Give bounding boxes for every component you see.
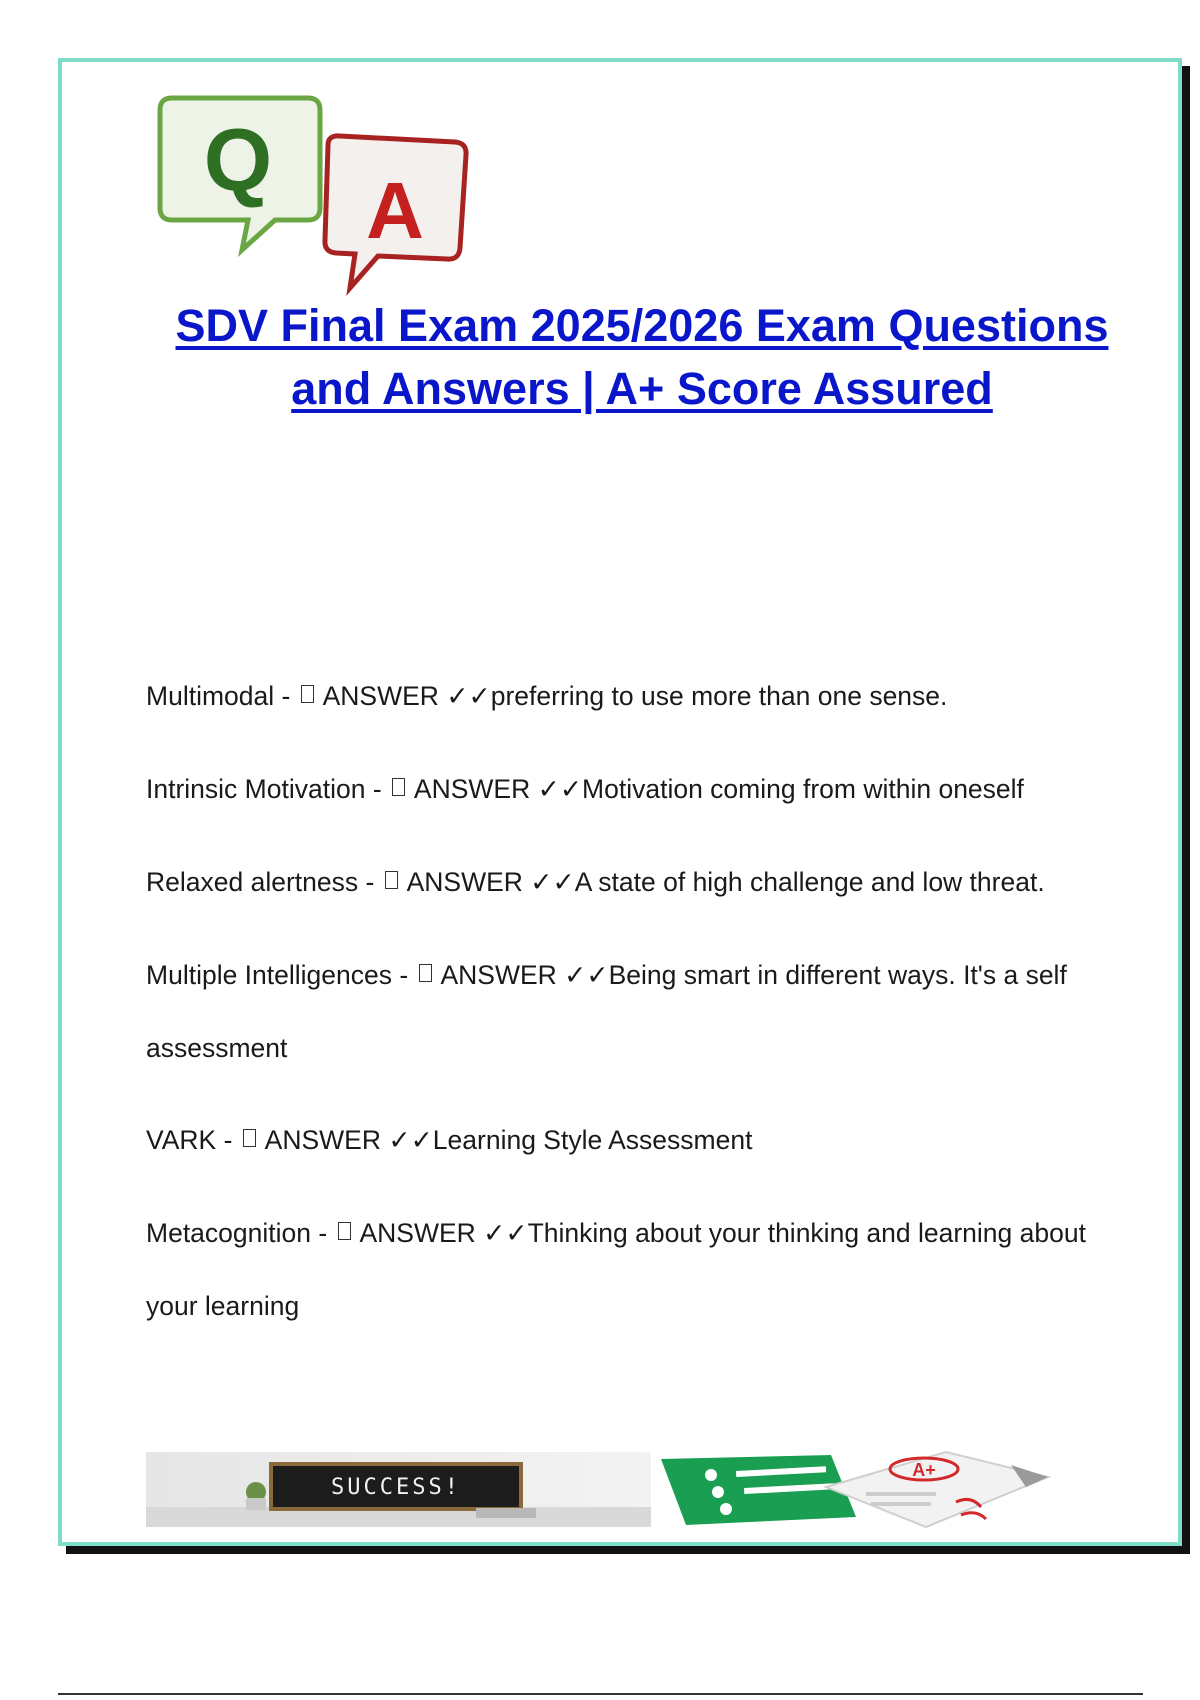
qa-item (146, 1197, 1136, 1342)
double-check-icon: ✓✓ (483, 1218, 528, 1249)
success-banner-image (146, 1452, 651, 1527)
double-check-icon: ✓✓ (564, 960, 609, 991)
answer-label: ANSWER (406, 867, 523, 897)
double-check-icon: ✓✓ (446, 681, 491, 712)
answer-label: ANSWER (264, 1125, 381, 1155)
page-bottom-rule (58, 1693, 1143, 1695)
qa-answer: Motivation coming from within oneself (582, 774, 1024, 804)
qa-logo (150, 90, 500, 315)
double-check-icon: ✓✓ (388, 1125, 433, 1156)
success-text: SUCCESS! (331, 1475, 461, 1500)
qa-answer: Thinking about your thinking and learning about your learning (146, 1218, 1086, 1321)
qa-item (146, 660, 1136, 733)
missing-glyph-icon (338, 1222, 351, 1240)
missing-glyph-icon (392, 778, 405, 796)
missing-glyph-icon (301, 685, 314, 703)
answer-label: ANSWER (413, 774, 531, 804)
qa-term: Relaxed alertness (146, 867, 359, 897)
qa-answer: A state of high challenge and low threat. (574, 867, 1045, 897)
answer-label: ANSWER (440, 960, 557, 990)
qa-separator: - (216, 1125, 240, 1155)
qa-item (146, 939, 1136, 1084)
double-check-icon: ✓✓ (537, 774, 583, 805)
qa-item (146, 753, 1136, 826)
qa-item (146, 1104, 1136, 1177)
answer-label: ANSWER (322, 681, 439, 711)
qa-list (146, 660, 1136, 1362)
qa-term: VARK (146, 1125, 217, 1155)
answer-label: ANSWER (359, 1218, 476, 1248)
qa-separator: - (365, 774, 390, 804)
qa-separator: - (392, 960, 416, 990)
missing-glyph-icon (419, 964, 432, 982)
missing-glyph-icon (243, 1129, 256, 1147)
missing-glyph-icon (385, 871, 398, 889)
qa-separator: - (358, 867, 382, 897)
qa-answer: preferring to use more than one sense. (490, 681, 948, 711)
logo-a-letter: A (366, 166, 424, 255)
double-check-icon: ✓✓ (530, 867, 575, 898)
document-page (58, 58, 1182, 1546)
qa-term: Intrinsic Motivation (146, 774, 366, 804)
logo-q-letter: Q (203, 110, 273, 209)
document-title: SDV Final Exam 2025/2026 Exam Questions and Answers | A+ Score Assured (175, 300, 1109, 414)
qa-answer: Learning Style Assessment (432, 1125, 753, 1155)
qa-separator: - (311, 1218, 335, 1248)
qa-separator: - (274, 681, 298, 711)
qa-term: Multiple Intelligences (146, 960, 392, 990)
grade-banner-image (656, 1447, 1086, 1532)
grade-text: A+ (912, 1460, 936, 1480)
qa-item (146, 846, 1136, 919)
qa-term: Multimodal (146, 681, 275, 711)
qa-answer: Being smart in different ways. It's a self assessment (146, 960, 1067, 1063)
qa-term: Metacognition (146, 1218, 311, 1248)
